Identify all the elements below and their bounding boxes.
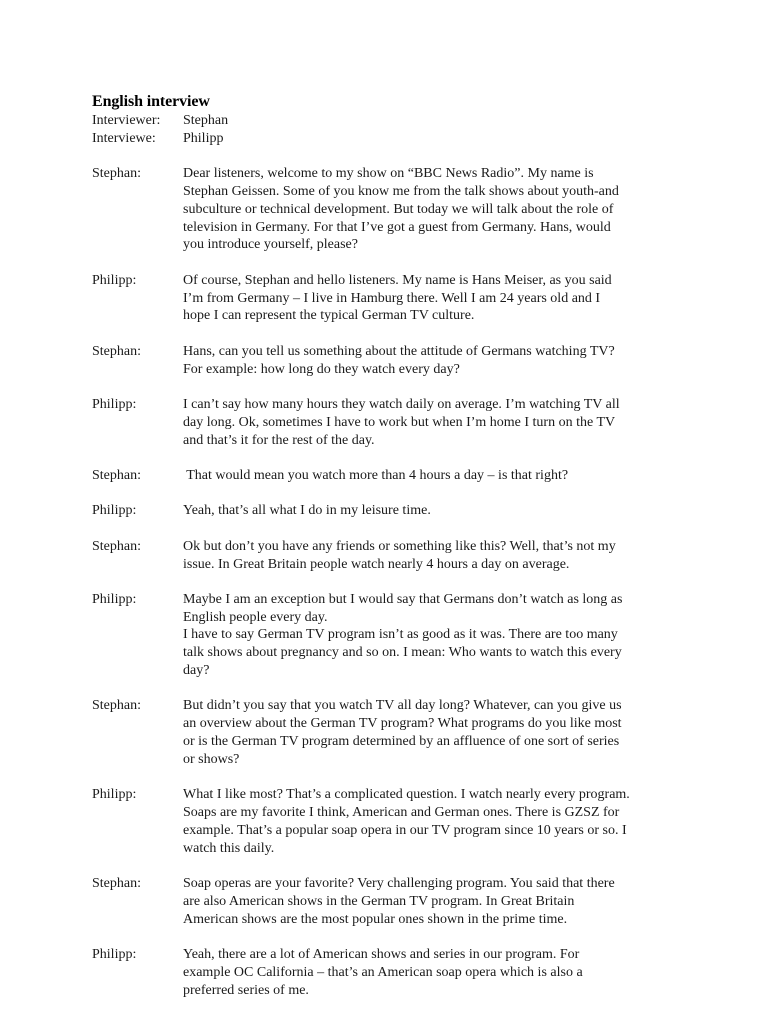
speech-line: But didn’t you say that you watch TV all day long? Whatever, can you give us — [183, 698, 622, 714]
speaker-label: Philipp: — [92, 787, 137, 803]
speech-line: Dear listeners, welcome to my show on “BBC News Radio”. My name is — [183, 166, 594, 182]
dialogue-turn — [92, 946, 692, 999]
document-title: English interview — [92, 93, 210, 110]
speech-line: I can’t say how many hours they watch daily on average. I’m watching TV all — [183, 396, 620, 412]
interview-meta — [92, 112, 692, 148]
speech-text — [183, 502, 678, 520]
dialogue-turn — [92, 272, 692, 325]
speech-line: example. That’s a popular soap opera in our TV program since 10 years or so. I — [183, 822, 627, 838]
dialogue-turn — [92, 875, 692, 928]
meta-label: Interviewe: — [92, 130, 156, 146]
dialogue-turn — [92, 165, 692, 254]
speech-text — [183, 165, 678, 254]
speech-line: I have to say German TV program isn’t as good as it was. There are too many — [183, 627, 618, 643]
speaker-label: Stephan: — [92, 166, 141, 182]
speech-line: Maybe I am an exception but I would say that Germans don’t watch as long as — [183, 591, 623, 607]
speech-line: watch this daily. — [183, 840, 275, 856]
dialogue-turn — [92, 697, 692, 768]
speech-line: day? — [183, 663, 210, 679]
speech-line: an overview about the German TV program? What programs do you like most — [183, 716, 622, 732]
speech-line: American shows are the most popular ones shown in the prime time. — [183, 911, 568, 927]
speech-line: or is the German TV program determined by an affluence of one sort of series — [183, 734, 620, 750]
speech-line: example OC California – that’s an American soap opera which is also a — [183, 964, 583, 980]
speaker-label: Stephan: — [92, 343, 141, 359]
speaker-label: Stephan: — [92, 467, 141, 483]
dialogue-turn — [92, 538, 692, 574]
dialogue-turn — [92, 467, 692, 485]
meta-row-interviewee — [92, 130, 692, 148]
dialogue-turn — [92, 396, 692, 449]
speech-line: hope I can represent the typical German TV culture. — [183, 308, 475, 324]
speech-text — [183, 396, 678, 449]
speech-line: television in Germany. For that I’ve got a guest from Germany. Hans, would — [183, 219, 611, 235]
speech-line: Of course, Stephan and hello listeners. My name is Hans Meiser, as you said — [183, 272, 612, 288]
speaker-label: Philipp: — [92, 947, 137, 963]
speech-line: preferred series of me. — [183, 982, 309, 998]
speech-text — [183, 467, 678, 485]
speech-line: subculture or technical development. But today we will talk about the role of — [183, 201, 614, 217]
speech-line: talk shows about pregnancy and so on. I mean: Who wants to watch this every — [183, 645, 622, 661]
dialogue-turn — [92, 343, 692, 379]
document-page — [92, 92, 692, 1017]
speaker-label: Philipp: — [92, 503, 137, 519]
speech-line: That would mean you watch more than 4 hours a day – is that right? — [183, 467, 569, 483]
speech-text — [183, 875, 678, 928]
speech-line: English people every day. — [183, 609, 328, 625]
speech-text — [183, 946, 678, 999]
dialogue-turn — [92, 502, 692, 520]
meta-row-interviewer — [92, 112, 692, 130]
speaker-label: Philipp: — [92, 272, 137, 288]
speech-line: What I like most? That’s a complicated question. I watch nearly every program. — [183, 787, 630, 803]
speech-line: Hans, can you tell us something about the attitude of Germans watching TV? — [183, 343, 615, 359]
speech-line: Soaps are my favorite I think, American and German ones. There is GZSZ for — [183, 805, 620, 821]
speech-line: I’m from Germany – I live in Hamburg there. Well I am 24 years old and I — [183, 290, 601, 306]
speaker-label: Philipp: — [92, 591, 137, 607]
meta-label: Interviewer: — [92, 113, 161, 128]
meta-value: Philipp — [183, 130, 224, 146]
speech-text — [183, 786, 678, 857]
speech-line: and that’s it for the rest of the day. — [183, 432, 375, 448]
dialogue — [92, 165, 692, 999]
speech-line: Soap operas are your favorite? Very challenging program. You said that there — [183, 876, 615, 892]
speech-line: day long. Ok, sometimes I have to work but when I’m home I turn on the TV — [183, 414, 616, 430]
speech-line: Stephan Geissen. Some of you know me from the talk shows about youth-and — [183, 183, 619, 199]
speaker-label: Stephan: — [92, 876, 141, 892]
speech-line: issue. In Great Britain people watch nearly 4 hours a day on average. — [183, 556, 570, 572]
speaker-label: Stephan: — [92, 538, 141, 554]
speech-line: Yeah, there are a lot of American shows and series in our program. For — [183, 947, 580, 963]
speech-line: or shows? — [183, 751, 240, 767]
speech-text — [183, 343, 678, 379]
speech-text — [183, 591, 678, 680]
meta-value: Stephan — [183, 113, 229, 128]
speech-line: you introduce yourself, please? — [183, 237, 358, 253]
speech-line: For example: how long do they watch every day? — [183, 361, 460, 377]
speech-text — [183, 538, 678, 574]
speaker-label: Philipp: — [92, 396, 137, 412]
dialogue-turn — [92, 591, 692, 680]
dialogue-turn — [92, 786, 692, 857]
speech-line: Ok but don’t you have any friends or something like this? Well, that’s not my — [183, 538, 616, 554]
speech-line: are also American shows in the German TV program. In Great Britain — [183, 893, 575, 909]
speech-text — [183, 272, 678, 325]
speech-text — [183, 697, 678, 768]
speech-line: Yeah, that’s all what I do in my leisure time. — [183, 503, 431, 519]
speaker-label: Stephan: — [92, 698, 141, 714]
